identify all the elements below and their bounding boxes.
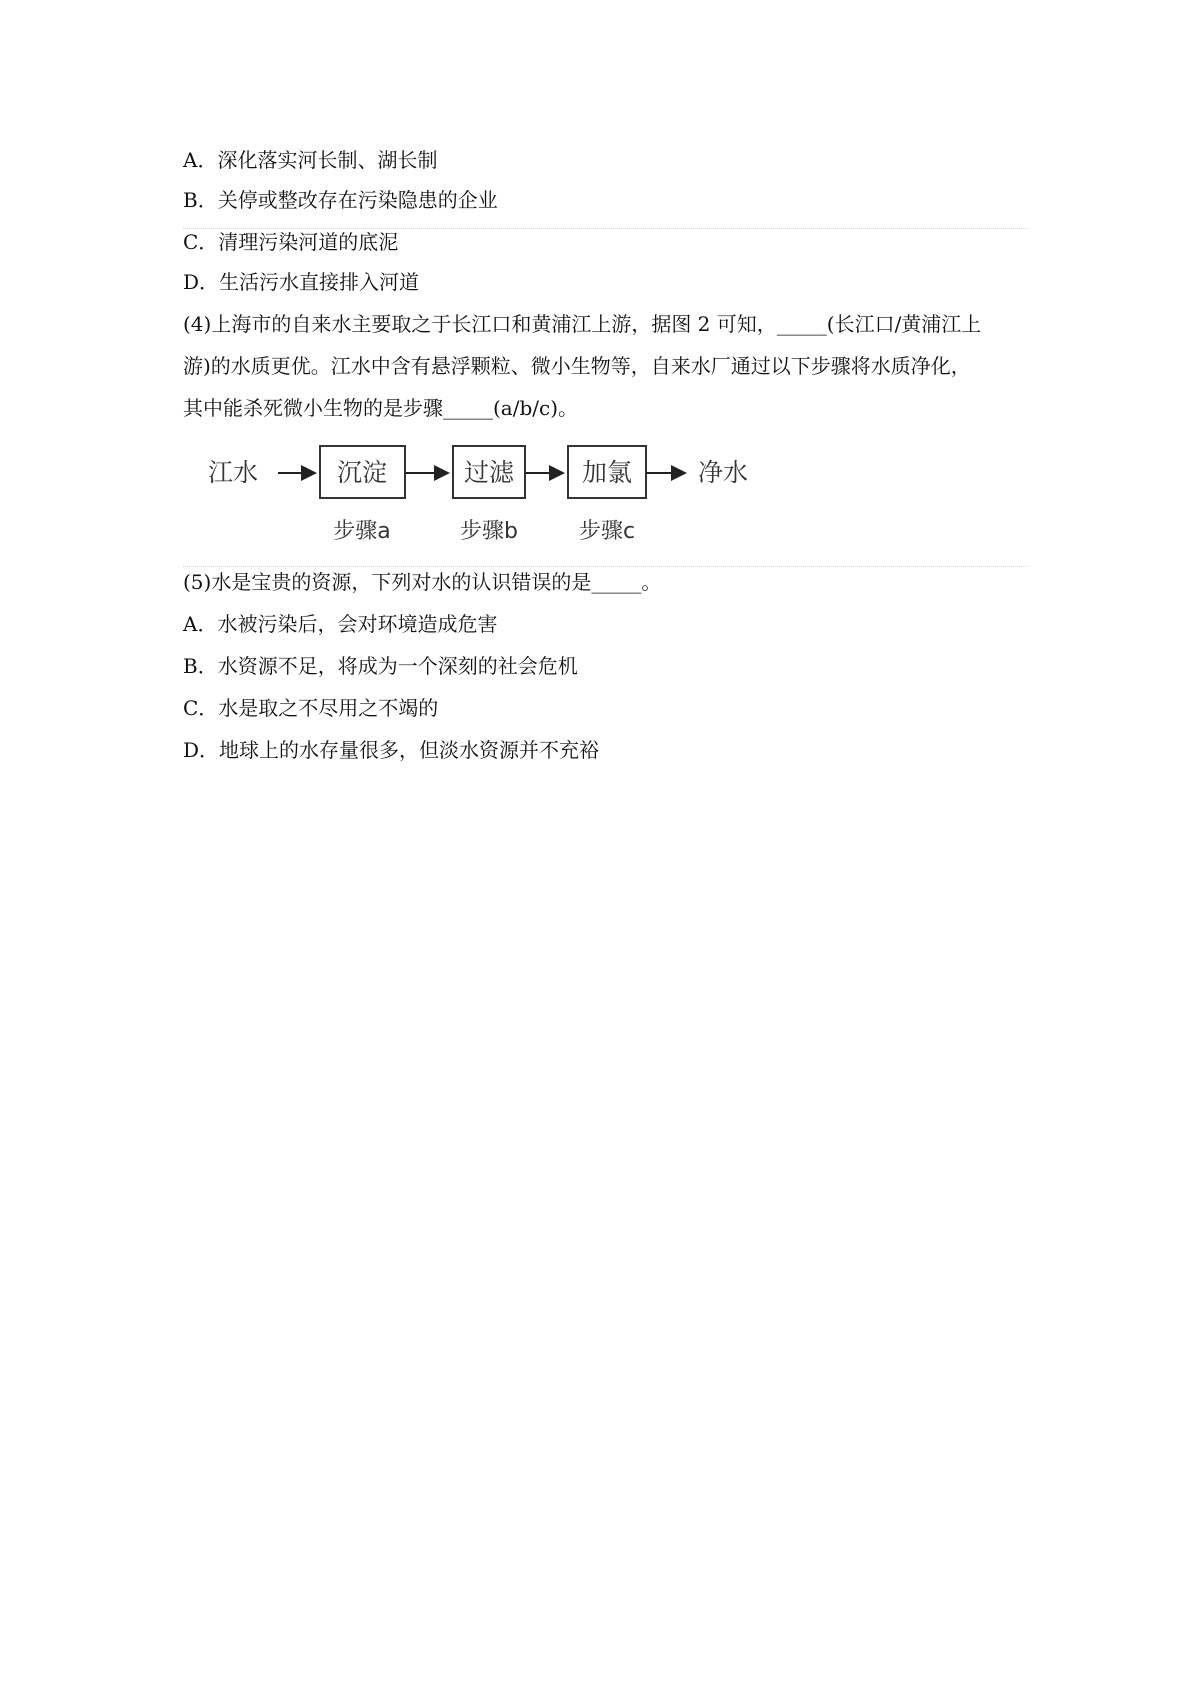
q5-option-c: C．水是取之不尽用之不竭的 [183, 696, 439, 720]
q5-option-d: D．地球上的水存量很多，但淡水资源并不充裕 [183, 738, 600, 762]
q3-option-a: A．深化落实河长制、湖长制 [183, 148, 438, 172]
flow-step-a-label: 步骤a [333, 519, 391, 544]
flow-box-sedimentation-label: 沉淀 [336, 458, 388, 487]
q4-line-1: (4)上海市的自来水主要取之于长江口和黄浦江上游，据图 2 可知，_____(长江口/黄浦江上 [183, 312, 982, 336]
q5-option-a: A．水被污染后，会对环境造成危害 [183, 612, 498, 636]
flow-box-filtration-label: 过滤 [463, 458, 515, 487]
flow-step-c-label: 步骤c [578, 519, 636, 544]
q3-option-b: B．关停或整改存在污染隐患的企业 [183, 188, 498, 212]
water-purification-flowchart [200, 440, 760, 560]
q4-line-3: 其中能杀死微小生物的是步骤_____(a/b/c)。 [183, 396, 579, 420]
flow-box-chlorination-label: 加氯 [581, 458, 633, 487]
q5-option-b: B．水资源不足，将成为一个深刻的社会危机 [183, 654, 578, 678]
q3-option-c: C．清理污染河道的底泥 [183, 230, 399, 254]
flow-result-label: 净水 [698, 458, 749, 487]
section-divider [183, 566, 1028, 567]
flow-step-b-label: 步骤b [460, 519, 518, 544]
q3-option-d: D．生活污水直接排入河道 [183, 270, 420, 294]
flow-source-label: 江水 [208, 458, 259, 487]
q5-stem: (5)水是宝贵的资源，下列对水的认识错误的是_____。 [183, 570, 662, 594]
q4-line-2: 游)的水质更优。江水中含有悬浮颗粒、微小生物等，自来水厂通过以下步骤将水质净化， [183, 354, 971, 378]
